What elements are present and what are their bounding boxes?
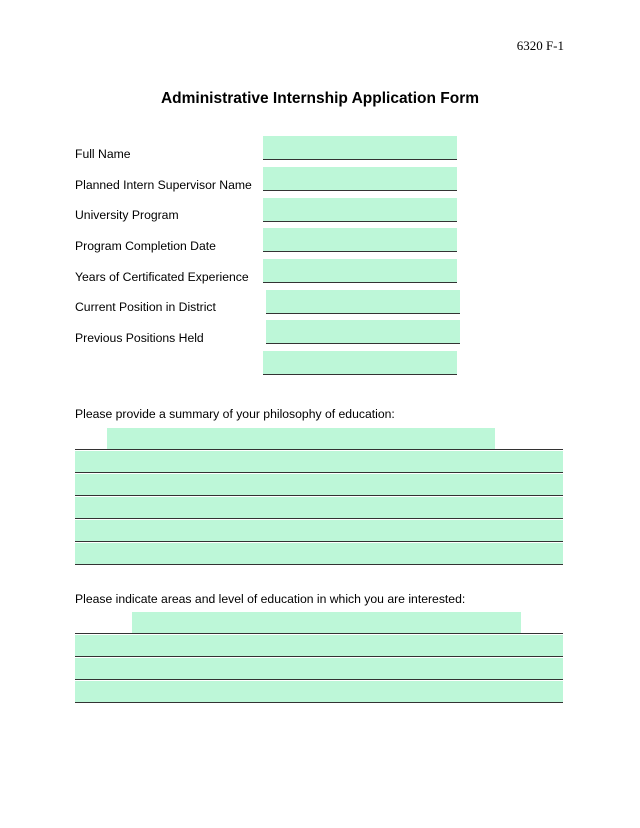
philosophy-line[interactable] <box>75 520 563 542</box>
previous-positions-field[interactable] <box>266 320 460 344</box>
interests-prompt: Please indicate areas and level of education in which you are interested: <box>75 592 466 606</box>
philosophy-prompt: Please provide a summary of your philosophy of education: <box>75 407 395 421</box>
philosophy-line[interactable] <box>75 451 563 473</box>
interests-field[interactable] <box>132 612 521 633</box>
completion-date-field[interactable] <box>263 228 457 252</box>
current-position-label: Current Position in District <box>75 300 216 314</box>
current-position-field[interactable] <box>266 290 460 314</box>
university-program-label: University Program <box>75 208 179 222</box>
previous-positions-label: Previous Positions Held <box>75 331 204 345</box>
form-code: 6320 F-1 <box>516 38 564 53</box>
full-name-label: Full Name <box>75 147 131 161</box>
interests-line[interactable] <box>75 658 563 680</box>
supervisor-name-field[interactable] <box>263 167 457 191</box>
previous-positions-field-2[interactable] <box>263 351 457 375</box>
interests-line[interactable] <box>75 635 563 657</box>
experience-years-field[interactable] <box>263 259 457 283</box>
philosophy-line[interactable] <box>75 474 563 496</box>
experience-years-label: Years of Certificated Experience <box>75 270 249 284</box>
page-title: Administrative Internship Application Form <box>160 90 480 107</box>
interests-line[interactable] <box>75 681 563 703</box>
philosophy-field[interactable] <box>107 428 495 449</box>
philosophy-line[interactable] <box>75 543 563 565</box>
full-name-field[interactable] <box>263 136 457 160</box>
supervisor-name-label: Planned Intern Supervisor Name <box>75 178 252 192</box>
completion-date-label: Program Completion Date <box>75 239 216 253</box>
university-program-field[interactable] <box>263 198 457 222</box>
philosophy-line[interactable] <box>75 497 563 519</box>
